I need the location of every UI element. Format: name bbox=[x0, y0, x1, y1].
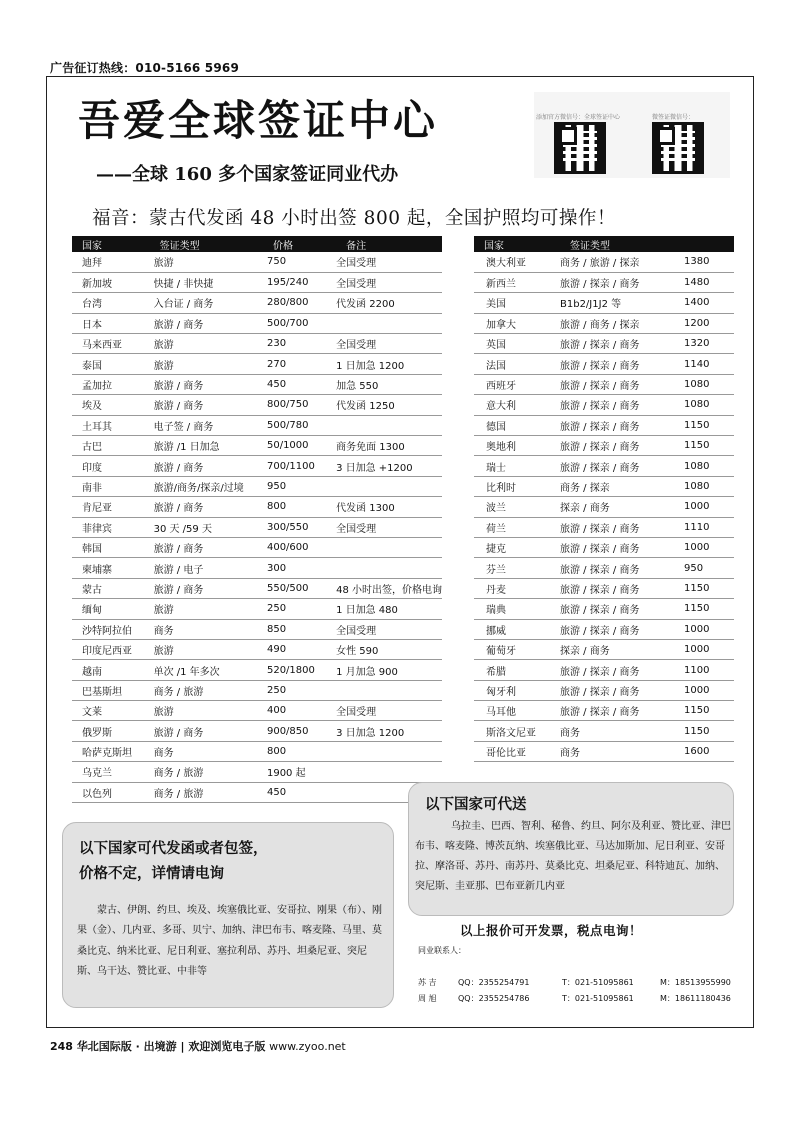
price-cell: 1140 bbox=[680, 354, 734, 374]
qr-caption-2: 微签证微信号： bbox=[652, 114, 695, 121]
page-footer bbox=[50, 1038, 346, 1054]
price-cell: 250 bbox=[263, 680, 336, 700]
note-cell: 代发函 1300 bbox=[336, 497, 442, 517]
qr-code-icon bbox=[554, 122, 606, 174]
table-row bbox=[72, 517, 442, 537]
column-header: 价格 bbox=[263, 236, 336, 252]
country-cell: 西班牙 bbox=[474, 374, 560, 394]
country-cell: 意大利 bbox=[474, 395, 560, 415]
table-row bbox=[474, 599, 734, 619]
visa-type-cell: 探亲 / 商务 bbox=[560, 639, 680, 659]
note-cell bbox=[336, 741, 442, 761]
country-cell: 瑞士 bbox=[474, 456, 560, 476]
table-row bbox=[72, 313, 442, 333]
note-cell bbox=[336, 762, 442, 782]
visa-type-cell: 旅游 / 商务 bbox=[150, 721, 263, 741]
country-cell: 加拿大 bbox=[474, 313, 560, 333]
country-cell: 匈牙利 bbox=[474, 680, 560, 700]
country-cell: 希腊 bbox=[474, 660, 560, 680]
country-cell: 以色列 bbox=[72, 782, 150, 802]
contact-row bbox=[418, 977, 731, 988]
country-cell: 韩国 bbox=[72, 537, 150, 557]
visa-type-cell: 商务 / 旅游 bbox=[150, 782, 263, 802]
visa-type-cell: 旅游 / 电子 bbox=[150, 558, 263, 578]
price-cell: 1200 bbox=[680, 313, 734, 333]
price-cell: 450 bbox=[263, 782, 336, 802]
country-cell: 美国 bbox=[474, 293, 560, 313]
visa-type-cell: 旅游 / 商务 / 探亲 bbox=[560, 313, 680, 333]
visa-type-cell: 入台证 / 商务 bbox=[150, 293, 263, 313]
visa-price-table-right bbox=[474, 236, 734, 762]
table-row bbox=[72, 476, 442, 496]
note-cell: 全国受理 bbox=[336, 701, 442, 721]
price-cell: 1150 bbox=[680, 599, 734, 619]
visa-type-cell: 商务 / 旅游 / 探亲 bbox=[560, 252, 680, 272]
table-row bbox=[72, 701, 442, 721]
country-cell: 法国 bbox=[474, 354, 560, 374]
visa-type-cell: 快捷 / 非快捷 bbox=[150, 272, 263, 292]
price-cell: 1320 bbox=[680, 334, 734, 354]
visa-type-cell: 旅游 / 商务 bbox=[150, 374, 263, 394]
visa-type-cell: 旅游 / 探亲 / 商务 bbox=[560, 456, 680, 476]
price-cell: 850 bbox=[263, 619, 336, 639]
price-cell: 1100 bbox=[680, 660, 734, 680]
visa-price-table-left bbox=[72, 236, 442, 803]
price-cell: 950 bbox=[680, 558, 734, 578]
ad-hotline: 广告征订热线：010-5166 5969 bbox=[50, 61, 240, 75]
price-cell: 450 bbox=[263, 374, 336, 394]
price-cell: 1600 bbox=[680, 741, 734, 761]
table-row bbox=[474, 252, 734, 272]
box-title: 以下国家可代发函或者包签， 价格不定，详情请电询 bbox=[79, 841, 268, 882]
price-cell: 800 bbox=[263, 741, 336, 761]
country-cell: 德国 bbox=[474, 415, 560, 435]
table-row bbox=[72, 436, 442, 456]
country-cell: 波兰 bbox=[474, 497, 560, 517]
table-row bbox=[72, 680, 442, 700]
table-row bbox=[72, 660, 442, 680]
column-header: 签证类型 bbox=[560, 236, 680, 252]
visa-type-cell: 旅游 / 探亲 / 商务 bbox=[560, 436, 680, 456]
country-cell: 斯洛文尼亚 bbox=[474, 721, 560, 741]
price-cell: 1480 bbox=[680, 272, 734, 292]
country-cell: 俄罗斯 bbox=[72, 721, 150, 741]
table-row bbox=[474, 517, 734, 537]
table-row bbox=[474, 721, 734, 741]
country-cell: 荷兰 bbox=[474, 517, 560, 537]
table-row bbox=[72, 721, 442, 741]
note-cell: 全国受理 bbox=[336, 272, 442, 292]
visa-type-cell: 旅游 bbox=[150, 701, 263, 721]
visa-type-cell: 旅游 bbox=[150, 252, 263, 272]
visa-type-cell: 旅游 / 商务 bbox=[150, 497, 263, 517]
country-cell: 沙特阿拉伯 bbox=[72, 619, 150, 639]
visa-type-cell: 商务 / 探亲 bbox=[560, 476, 680, 496]
visa-type-cell: 旅游 / 探亲 / 商务 bbox=[560, 415, 680, 435]
qr-code-icon bbox=[652, 122, 704, 174]
contact-mobile: M：18611180436 bbox=[660, 994, 731, 1003]
box-body: 乌拉圭、巴西、智利、秘鲁、约旦、阿尔及利亚、赞比亚、津巴布韦、喀麦隆、博茨瓦纳、埃塞俄比亚、马达加斯加、尼日利亚、安哥拉、摩洛哥、苏丹、南苏丹、莫桑比克、坦桑尼亚、科特迪瓦、加纳、突尼斯、圭亚那、巴布亚新几内亚 bbox=[415, 821, 731, 892]
price-cell: 1150 bbox=[680, 701, 734, 721]
price-cell: 1150 bbox=[680, 578, 734, 598]
visa-type-cell: 旅游 bbox=[150, 334, 263, 354]
country-cell: 奥地利 bbox=[474, 436, 560, 456]
note-cell: 代发函 1250 bbox=[336, 395, 442, 415]
country-cell: 新西兰 bbox=[474, 272, 560, 292]
contact-name: 苏 吉 bbox=[418, 978, 437, 987]
note-cell bbox=[336, 476, 442, 496]
price-cell: 1080 bbox=[680, 476, 734, 496]
price-cell: 400/600 bbox=[263, 537, 336, 557]
table-row bbox=[474, 497, 734, 517]
country-cell: 孟加拉 bbox=[72, 374, 150, 394]
visa-type-cell: 旅游 / 探亲 / 商务 bbox=[560, 558, 680, 578]
country-cell: 印度尼西亚 bbox=[72, 639, 150, 659]
table-row bbox=[474, 334, 734, 354]
invoice-note: 以上报价可开发票，税点电询！ bbox=[460, 923, 643, 938]
visa-type-cell: 旅游 / 探亲 / 商务 bbox=[560, 517, 680, 537]
visa-type-cell: 商务 / 旅游 bbox=[150, 680, 263, 700]
table-row bbox=[474, 619, 734, 639]
table-row bbox=[72, 741, 442, 761]
price-cell: 1150 bbox=[680, 415, 734, 435]
visa-type-cell: 商务 bbox=[560, 741, 680, 761]
visa-type-cell: 商务 / 旅游 bbox=[150, 762, 263, 782]
visa-type-cell: 旅游 / 探亲 / 商务 bbox=[560, 660, 680, 680]
price-cell: 1110 bbox=[680, 517, 734, 537]
note-cell bbox=[336, 680, 442, 700]
note-cell: 3 日加急 1200 bbox=[336, 721, 442, 741]
contact-mobile: M：18513955990 bbox=[660, 978, 731, 987]
country-cell: 哥伦比亚 bbox=[474, 741, 560, 761]
price-cell: 1080 bbox=[680, 395, 734, 415]
note-cell: 全国受理 bbox=[336, 334, 442, 354]
table-row bbox=[72, 497, 442, 517]
column-header: 国家 bbox=[72, 236, 150, 252]
price-cell: 230 bbox=[263, 334, 336, 354]
note-cell: 加急 550 bbox=[336, 374, 442, 394]
page-subtitle: ——全球 160 多个国家签证同业代办 bbox=[96, 164, 399, 185]
footer-url[interactable]: www.zyoo.net bbox=[269, 1040, 346, 1053]
visa-type-cell: 探亲 / 商务 bbox=[560, 497, 680, 517]
country-cell: 葡萄牙 bbox=[474, 639, 560, 659]
price-cell: 195/240 bbox=[263, 272, 336, 292]
visa-type-cell: 旅游 bbox=[150, 599, 263, 619]
table-row bbox=[72, 334, 442, 354]
country-cell: 新加坡 bbox=[72, 272, 150, 292]
price-cell: 50/1000 bbox=[263, 436, 336, 456]
visa-type-cell: 旅游 / 探亲 / 商务 bbox=[560, 701, 680, 721]
note-cell bbox=[336, 313, 442, 333]
qr-code-area bbox=[534, 92, 730, 178]
table-row bbox=[474, 558, 734, 578]
visa-type-cell: 旅游 / 商务 bbox=[150, 456, 263, 476]
country-cell: 日本 bbox=[72, 313, 150, 333]
country-cell: 英国 bbox=[474, 334, 560, 354]
table-row bbox=[474, 680, 734, 700]
country-cell: 巴基斯坦 bbox=[72, 680, 150, 700]
price-cell: 1150 bbox=[680, 436, 734, 456]
contact-label: 同业联系人： bbox=[418, 946, 466, 955]
table-row bbox=[474, 354, 734, 374]
visa-type-cell: 旅游/商务/探亲/过境 bbox=[150, 476, 263, 496]
country-cell: 比利时 bbox=[474, 476, 560, 496]
visa-type-cell: 旅游 / 探亲 / 商务 bbox=[560, 354, 680, 374]
table-row bbox=[474, 313, 734, 333]
price-cell: 550/500 bbox=[263, 578, 336, 598]
country-cell: 文莱 bbox=[72, 701, 150, 721]
note-cell bbox=[336, 537, 442, 557]
table-header-row bbox=[474, 236, 734, 252]
visa-type-cell: 旅游 / 商务 bbox=[150, 578, 263, 598]
qr-caption-1: 添加官方微信号：全球签证中心 bbox=[536, 114, 621, 121]
price-cell: 1150 bbox=[680, 721, 734, 741]
visa-type-cell: 旅游 / 探亲 / 商务 bbox=[560, 680, 680, 700]
country-cell: 印度 bbox=[72, 456, 150, 476]
table-row bbox=[474, 578, 734, 598]
country-cell: 泰国 bbox=[72, 354, 150, 374]
table-row bbox=[72, 415, 442, 435]
price-cell: 300/550 bbox=[263, 517, 336, 537]
visa-type-cell: 旅游 / 商务 bbox=[150, 537, 263, 557]
country-cell: 丹麦 bbox=[474, 578, 560, 598]
table-row bbox=[72, 639, 442, 659]
country-cell: 乌克兰 bbox=[72, 762, 150, 782]
contact-row bbox=[418, 993, 731, 1004]
visa-type-cell: 旅游 / 商务 bbox=[150, 395, 263, 415]
visa-type-cell: 旅游 / 探亲 / 商务 bbox=[560, 334, 680, 354]
visa-type-cell: 电子签 / 商务 bbox=[150, 415, 263, 435]
visa-type-cell: 旅游 / 探亲 / 商务 bbox=[560, 537, 680, 557]
note-cell: 全国受理 bbox=[336, 517, 442, 537]
table-row bbox=[474, 272, 734, 292]
note-cell: 商务免面 1300 bbox=[336, 436, 442, 456]
note-cell: 1 日加急 1200 bbox=[336, 354, 442, 374]
table-row bbox=[72, 762, 442, 782]
price-cell: 1400 bbox=[680, 293, 734, 313]
price-cell: 300 bbox=[263, 558, 336, 578]
country-cell: 台湾 bbox=[72, 293, 150, 313]
country-cell: 挪威 bbox=[474, 619, 560, 639]
table-row bbox=[72, 537, 442, 557]
visa-type-cell: 商务 bbox=[560, 721, 680, 741]
note-cell: 1 月加急 900 bbox=[336, 660, 442, 680]
note-cell: 3 日加急 +1200 bbox=[336, 456, 442, 476]
price-cell: 1000 bbox=[680, 619, 734, 639]
price-cell: 1000 bbox=[680, 680, 734, 700]
table-header-row bbox=[72, 236, 442, 252]
table-row bbox=[72, 619, 442, 639]
contact-tel: T：021-51095861 bbox=[562, 978, 634, 987]
note-cell: 1 日加急 480 bbox=[336, 599, 442, 619]
contact-qq: QQ：2355254786 bbox=[458, 994, 530, 1003]
contact-qq: QQ：2355254791 bbox=[458, 978, 530, 987]
price-cell: 270 bbox=[263, 354, 336, 374]
price-cell: 1000 bbox=[680, 537, 734, 557]
visa-type-cell: 旅游 bbox=[150, 639, 263, 659]
table-row bbox=[72, 395, 442, 415]
country-cell: 迪拜 bbox=[72, 252, 150, 272]
note-cell: 48 小时出签，价格电询 bbox=[336, 578, 442, 598]
price-cell: 500/780 bbox=[263, 415, 336, 435]
table-row bbox=[474, 476, 734, 496]
table-row bbox=[72, 599, 442, 619]
table-row bbox=[72, 782, 442, 802]
box-title: 以下国家可代送 bbox=[425, 797, 527, 813]
column-header bbox=[680, 236, 734, 252]
note-cell: 全国受理 bbox=[336, 619, 442, 639]
table-row bbox=[72, 578, 442, 598]
price-cell: 500/700 bbox=[263, 313, 336, 333]
country-cell: 哈萨克斯坦 bbox=[72, 741, 150, 761]
table-row bbox=[72, 252, 442, 272]
page-number: 248 bbox=[50, 1040, 73, 1053]
visa-type-cell: 旅游 / 探亲 / 商务 bbox=[560, 578, 680, 598]
table-row bbox=[72, 374, 442, 394]
table-row bbox=[72, 558, 442, 578]
visa-type-cell: 旅游 / 探亲 / 商务 bbox=[560, 272, 680, 292]
country-cell: 缅甸 bbox=[72, 599, 150, 619]
visa-type-cell: 旅游 / 商务 bbox=[150, 313, 263, 333]
price-cell: 280/800 bbox=[263, 293, 336, 313]
country-cell: 瑞典 bbox=[474, 599, 560, 619]
visa-type-cell: 旅游 bbox=[150, 354, 263, 374]
note-cell: 代发函 2200 bbox=[336, 293, 442, 313]
visa-type-cell: 旅游 / 探亲 / 商务 bbox=[560, 619, 680, 639]
visa-type-cell: 旅游 / 探亲 / 商务 bbox=[560, 374, 680, 394]
price-cell: 700/1100 bbox=[263, 456, 336, 476]
price-cell: 800 bbox=[263, 497, 336, 517]
country-cell: 越南 bbox=[72, 660, 150, 680]
promo-notice: 福音：蒙古代发函 48 小时出签 800 起，全国护照均可操作！ bbox=[92, 208, 616, 229]
price-cell: 750 bbox=[263, 252, 336, 272]
price-cell: 520/1800 bbox=[263, 660, 336, 680]
table-row bbox=[474, 436, 734, 456]
price-cell: 900/850 bbox=[263, 721, 336, 741]
table-row bbox=[72, 354, 442, 374]
country-cell: 马来西亚 bbox=[72, 334, 150, 354]
note-cell bbox=[336, 415, 442, 435]
box-body: 蒙古、伊朗、约旦、埃及、埃塞俄比亚、安哥拉、刚果（布）、刚果（金）、几内亚、多哥、贝宁、加纳、津巴布韦、喀麦隆、马里、莫桑比克、纳米比亚、尼日利亚、塞拉利昂、苏丹、坦桑尼亚、突尼斯、乌干达、赞比亚、中非等 bbox=[77, 905, 382, 978]
table-row bbox=[474, 701, 734, 721]
table-row bbox=[474, 395, 734, 415]
price-cell: 950 bbox=[263, 476, 336, 496]
country-cell: 芬兰 bbox=[474, 558, 560, 578]
note-cell: 全国受理 bbox=[336, 252, 442, 272]
visa-type-cell: B1b2/J1J2 等 bbox=[560, 293, 680, 313]
deliverable-countries-box bbox=[408, 782, 734, 916]
country-cell: 土耳其 bbox=[72, 415, 150, 435]
price-cell: 800/750 bbox=[263, 395, 336, 415]
visa-type-cell: 单次 /1 年多次 bbox=[150, 660, 263, 680]
table-row bbox=[474, 537, 734, 557]
contact-tel: T：021-51095861 bbox=[562, 994, 634, 1003]
country-cell: 南非 bbox=[72, 476, 150, 496]
price-cell: 1080 bbox=[680, 374, 734, 394]
country-cell: 澳大利亚 bbox=[474, 252, 560, 272]
country-cell: 埃及 bbox=[72, 395, 150, 415]
country-cell: 肯尼亚 bbox=[72, 497, 150, 517]
note-cell: 女性 590 bbox=[336, 639, 442, 659]
country-cell: 捷克 bbox=[474, 537, 560, 557]
visa-type-cell: 旅游 / 探亲 / 商务 bbox=[560, 599, 680, 619]
visa-type-cell: 30 天 /59 天 bbox=[150, 517, 263, 537]
table-row bbox=[474, 741, 734, 761]
visa-type-cell: 旅游 /1 日加急 bbox=[150, 436, 263, 456]
visa-type-cell: 商务 bbox=[150, 741, 263, 761]
visa-type-cell: 商务 bbox=[150, 619, 263, 639]
country-cell: 古巴 bbox=[72, 436, 150, 456]
price-cell: 1900 起 bbox=[263, 762, 336, 782]
country-cell: 菲律宾 bbox=[72, 517, 150, 537]
contact-name: 周 旭 bbox=[418, 994, 437, 1003]
visa-type-cell: 旅游 / 探亲 / 商务 bbox=[560, 395, 680, 415]
price-cell: 490 bbox=[263, 639, 336, 659]
price-cell: 250 bbox=[263, 599, 336, 619]
country-cell: 柬埔寨 bbox=[72, 558, 150, 578]
country-cell: 蒙古 bbox=[72, 578, 150, 598]
footer-text: 华北国际版 · 出境游 | 欢迎浏览电子版 bbox=[76, 1040, 266, 1053]
table-row bbox=[474, 639, 734, 659]
price-cell: 1000 bbox=[680, 497, 734, 517]
price-cell: 1000 bbox=[680, 639, 734, 659]
table-row bbox=[72, 293, 442, 313]
page-title: 吾爱全球签证中心 bbox=[78, 96, 439, 145]
table-row bbox=[72, 456, 442, 476]
table-row bbox=[72, 272, 442, 292]
table-row bbox=[474, 374, 734, 394]
price-cell: 1380 bbox=[680, 252, 734, 272]
table-row bbox=[474, 415, 734, 435]
note-cell bbox=[336, 558, 442, 578]
table-row bbox=[474, 293, 734, 313]
price-cell: 400 bbox=[263, 701, 336, 721]
invitation-countries-box bbox=[62, 822, 394, 1008]
column-header: 备注 bbox=[336, 236, 442, 252]
table-row bbox=[474, 456, 734, 476]
country-cell: 马耳他 bbox=[474, 701, 560, 721]
column-header: 签证类型 bbox=[150, 236, 263, 252]
table-row bbox=[474, 660, 734, 680]
column-header: 国家 bbox=[474, 236, 560, 252]
price-cell: 1080 bbox=[680, 456, 734, 476]
